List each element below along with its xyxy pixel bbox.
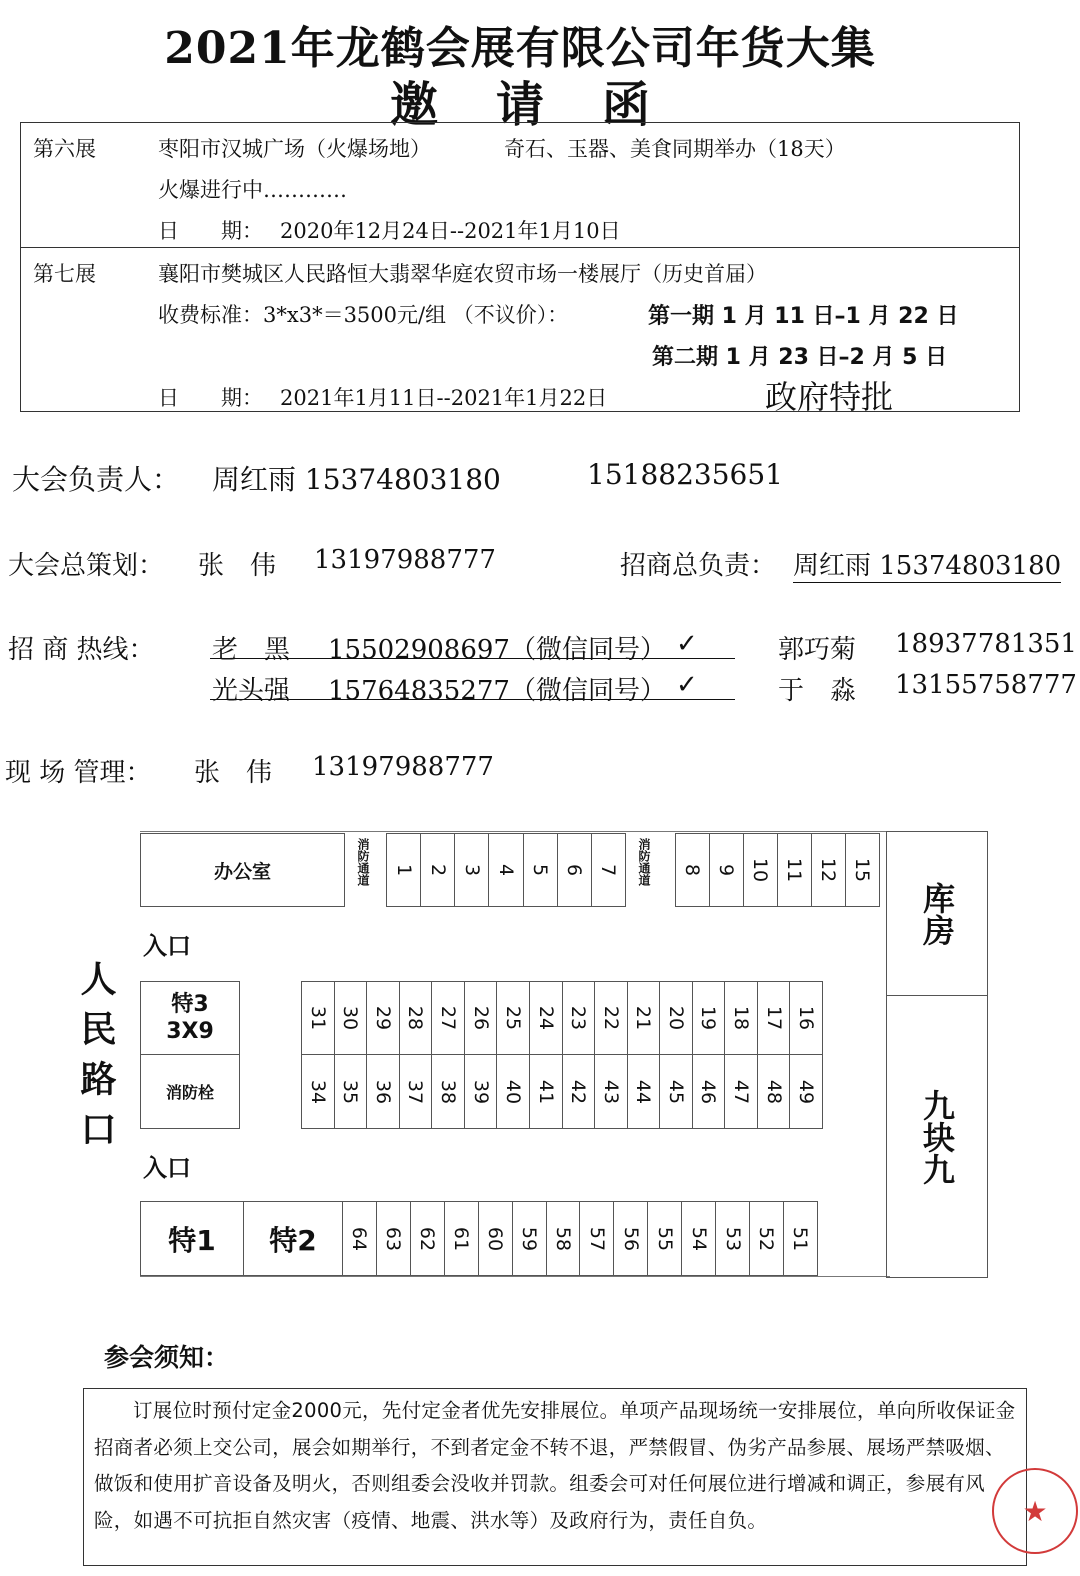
star-seal-icon: ★: [992, 1468, 1078, 1554]
sixth-status: 火爆进行中…………: [158, 178, 347, 202]
booth: 3: [455, 834, 489, 906]
booth: 42: [563, 1055, 596, 1128]
jiukuaijiu-label: 九块九: [918, 1088, 956, 1185]
booths-top-left: [386, 833, 626, 907]
manager-label: 现 场 管理：: [5, 758, 152, 788]
seventh-date-label: 日 期：: [158, 386, 263, 410]
booth: 29: [367, 982, 400, 1054]
booth: 24: [530, 982, 563, 1054]
booth: 36: [367, 1055, 400, 1128]
fire-hydrant: 消防栓: [140, 1055, 240, 1129]
booth: 18: [725, 982, 758, 1054]
hotline-3-phone: 18937781351: [895, 629, 1077, 659]
booth: 31: [302, 982, 335, 1054]
seventh-period-2: 第二期 1 月 23 日–2 月 5 日: [652, 345, 948, 370]
booth: 16: [795, 1005, 818, 1031]
booth: 19: [693, 982, 726, 1054]
sixth-date-value: 2020年12月24日--2021年1月10日: [280, 219, 621, 243]
booth: 53: [716, 1202, 750, 1275]
seventh-fee: 收费标准：3*x3*＝3500元/组 （不议价）：: [158, 303, 569, 327]
booths-middle-upper: [301, 981, 823, 1055]
booth: 22: [595, 982, 628, 1054]
leader-phone-2: 15188235651: [587, 458, 783, 491]
booth: 46: [693, 1055, 726, 1128]
booth: 43: [595, 1055, 628, 1128]
booth: 63: [377, 1202, 411, 1275]
booths-middle-lower: [301, 1055, 823, 1129]
booth: 6: [558, 834, 592, 906]
wall-top: [140, 831, 890, 832]
booth: 52: [750, 1202, 784, 1275]
booth: 58: [547, 1202, 581, 1275]
booth: 56: [614, 1202, 648, 1275]
fire-lane-right: 消防通道: [637, 838, 651, 886]
seventh-date-value: 2021年1月11日--2021年1月22日: [280, 386, 608, 410]
hotline-2-underline: [210, 699, 735, 700]
special-booth-3: [140, 981, 240, 1055]
booth: 48: [758, 1055, 791, 1128]
manager-name: 张 伟: [194, 758, 273, 788]
booth: 54: [682, 1202, 716, 1275]
booth: 49: [795, 1079, 818, 1104]
hotline-2-phone: 15764835277（微信同号）: [328, 676, 666, 706]
booth: 45: [660, 1055, 693, 1128]
check-icon: ✓: [676, 670, 698, 700]
hotline-label: 招 商 热线：: [8, 635, 155, 665]
booth: 55: [648, 1202, 682, 1275]
booth: 38: [432, 1055, 465, 1128]
booth: 17: [758, 982, 791, 1054]
planner-name: 张 伟: [198, 551, 277, 581]
booth: 7: [597, 863, 620, 877]
booth: 60: [479, 1202, 513, 1275]
investment-value: 周红雨 15374803180: [793, 545, 1061, 583]
booth: 34: [302, 1055, 335, 1128]
booth: 28: [400, 982, 433, 1054]
storage-room: [886, 831, 988, 996]
booth: 8: [676, 834, 710, 906]
booth: 10: [744, 834, 778, 906]
booth: 37: [400, 1055, 433, 1128]
leader-value: 周红雨 15374803180: [212, 463, 501, 496]
leader-label: 大会负责人：: [12, 463, 181, 496]
page-title: 2021年龙鹤会展有限公司年货大集: [164, 23, 876, 74]
booth: 15: [851, 857, 874, 883]
booth: 39: [465, 1055, 498, 1128]
booth: 64: [343, 1202, 377, 1275]
booth: 25: [497, 982, 530, 1054]
hotline-4-name: 于 淼: [778, 676, 857, 706]
manager-phone: 13197988777: [312, 752, 494, 782]
seventh-approval: 政府特批: [765, 378, 894, 416]
booth: 59: [513, 1202, 547, 1275]
booths-bottom: [343, 1201, 818, 1276]
booth: 41: [530, 1055, 563, 1128]
booth: 26: [465, 982, 498, 1054]
special-booth-1: 特1: [140, 1201, 243, 1276]
booth: 21: [628, 982, 661, 1054]
booth: 11: [778, 834, 812, 906]
sixth-date-label: 日 期：: [158, 219, 263, 243]
booth: 12: [812, 834, 846, 906]
seventh-label: 第七展: [33, 262, 96, 286]
seventh-period-1: 第一期 1 月 11 日–1 月 22 日: [648, 304, 959, 329]
notice-body: 订展位时预付定金2000元，先付定金者优先安排展位。单项产品现场统一安排展位，单向所收保证金招商者必须上交公司，展会如期举行，不到者定金不转不退，严禁假冒、伪劣产品参展、展场严禁吸烟、做饭和使用扩音设备及明火，否则组委会没收并罚款。组委会可对任何展位进行增减和调正，参展有风险，如遇不可抗拒自然灾害（疫情、地震、洪水等）及政府行为，责任自负。: [94, 1399, 1016, 1532]
street-label: 人民路口: [75, 960, 116, 1160]
booth: 35: [335, 1055, 368, 1128]
special-3-size: 3X9: [166, 1019, 214, 1044]
storage-room-label: 库房: [918, 881, 956, 946]
booth: 27: [432, 982, 465, 1054]
booth: 62: [411, 1202, 445, 1275]
booth: 61: [445, 1202, 479, 1275]
booth: 23: [563, 982, 596, 1054]
booth: 40: [497, 1055, 530, 1128]
booth: 51: [789, 1226, 812, 1251]
booth: 9: [710, 834, 744, 906]
hotline-4-phone: 13155758777: [895, 670, 1077, 700]
investment-label: 招商总负责：: [620, 551, 777, 581]
booth: 2: [421, 834, 455, 906]
hotline-1-phone: 15502908697（微信同号）: [328, 635, 666, 665]
notice-box: [83, 1388, 1027, 1566]
seventh-venue: 襄阳市樊城区人民路恒大翡翠华庭农贸市场一楼展厅（历史首届）: [158, 262, 767, 286]
sixth-note: 奇石、玉器、美食同期举办（18天）: [504, 137, 846, 161]
notice-heading: 参会须知：: [104, 1343, 230, 1372]
booth: 44: [628, 1055, 661, 1128]
office: 办公室: [140, 833, 345, 907]
entrance-bottom: 入口: [143, 1154, 191, 1182]
hotline-2-name: 光头强: [212, 676, 291, 706]
wall-bottom: [140, 1276, 890, 1277]
booth: 1: [387, 834, 421, 906]
fire-lane-left: 消防通道: [356, 838, 370, 886]
planner-phone: 13197988777: [314, 545, 496, 575]
booth: 4: [489, 834, 523, 906]
booth: 20: [660, 982, 693, 1054]
sixth-label: 第六展: [33, 137, 96, 161]
booth: 30: [335, 982, 368, 1054]
booth: 47: [725, 1055, 758, 1128]
exhibition-divider: [20, 247, 1020, 248]
hotline-1-name: 老 黑: [212, 635, 291, 665]
booths-top-right: [675, 833, 880, 907]
hotline-3-name: 郭巧菊: [778, 635, 857, 665]
special-booth-2: 特2: [243, 1201, 343, 1276]
special-3-label: 特3: [171, 992, 209, 1017]
jiukuaijiu-area: [886, 996, 988, 1278]
entrance-top: 入口: [143, 932, 191, 960]
planner-label: 大会总策划：: [8, 551, 165, 581]
booth: 57: [580, 1202, 614, 1275]
sixth-venue: 枣阳市汉城广场（火爆场地）: [158, 137, 431, 161]
booth: 5: [524, 834, 558, 906]
hotline-1-underline: [210, 658, 735, 659]
page-subtitle: 邀请函: [389, 77, 708, 133]
check-icon: ✓: [676, 629, 698, 659]
